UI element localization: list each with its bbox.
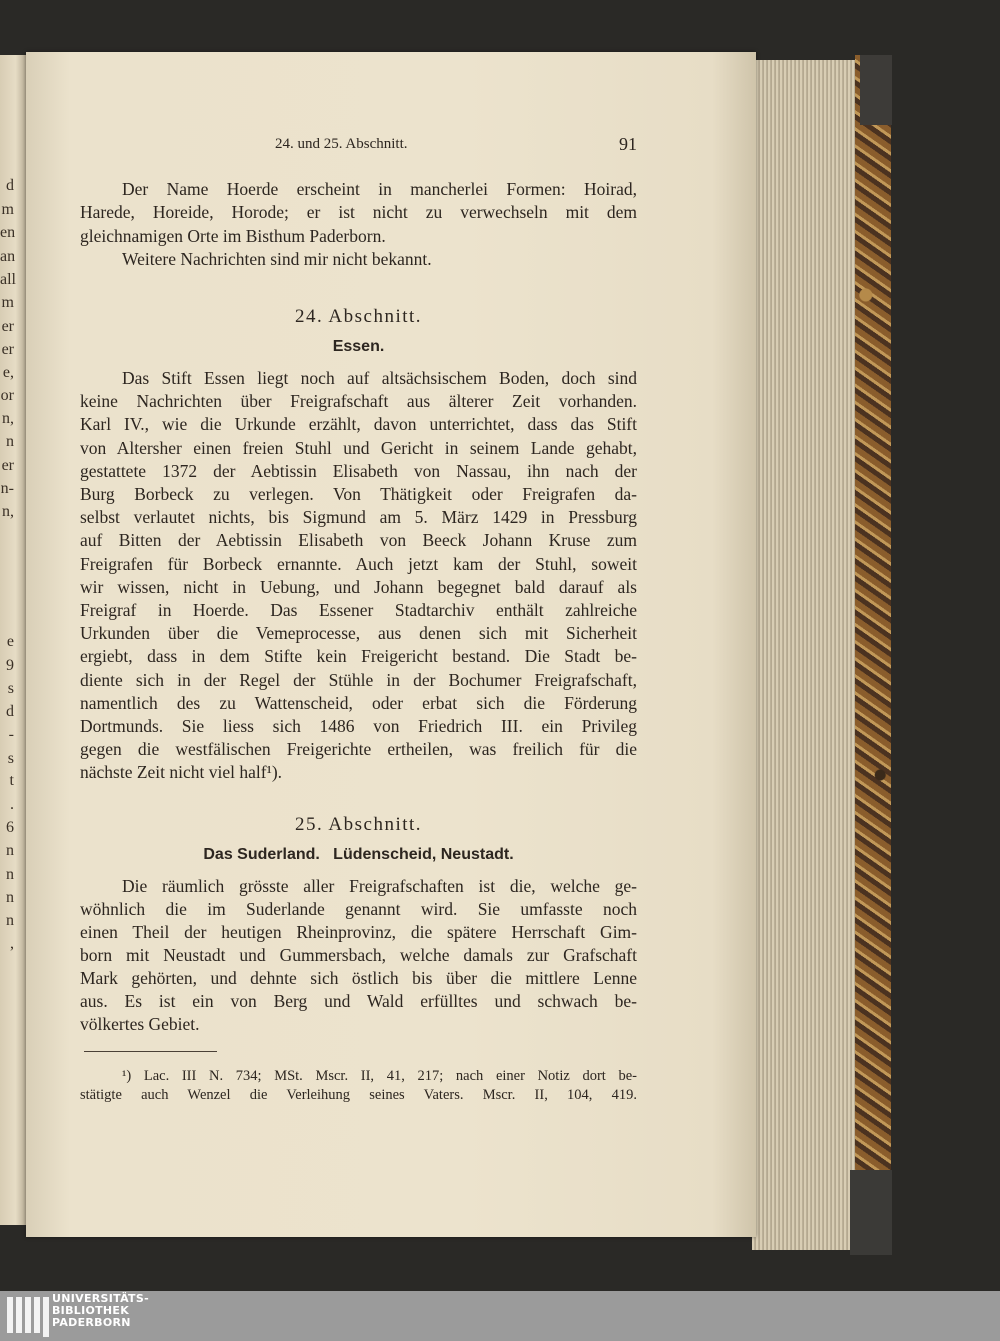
facing-page-fragment: m [1,201,14,218]
text-line: ergiebt, dass in dem Stifte kein Freigericht bestand. Die Stadt be- [80,646,637,667]
text-line: Karl IV., wie die Urkunde erzählt, davon unterrichtet, dass das Stift [80,414,637,435]
library-logo-text [52,1293,149,1329]
facing-page-fragment: er [1,341,14,358]
page-edges [752,60,860,1250]
text-line: Burg Borbeck zu verlegen. Von Thätigkeit oder Freigrafen da- [80,484,637,504]
logo-line: BIBLIOTHEK [52,1304,130,1317]
logo-line: PADERBORN [52,1316,131,1329]
text-line: Mark gehörten, und dehnte sich östlich bis über die mittlere Lenne [80,968,637,988]
facing-page-fragment: an [0,248,16,265]
cover-corner-bottom [850,1170,892,1255]
text-line: Dortmunds. Sie liess sich 1486 von Friedrich III. ein Privileg [80,716,637,736]
marbled-cover [855,55,891,1255]
running-head-title: 24. und 25. Abschnitt. [275,136,408,152]
facing-page-fragment: en [0,224,16,241]
text-line: Das Stift Essen liegt noch auf altsächsischem Boden, doch sind [122,368,637,388]
text-line: aus. Es ist ein von Berg und Wald erfülltes und schwach be- [80,991,637,1011]
facing-page-fragment: s [7,750,14,767]
text-line: Der Name Hoerde erscheint in mancherlei Formen: Hoirad, [122,179,637,199]
footnote-rule [84,1051,217,1052]
section-25-subheading: Das Suderland. Lüdenscheid, Neustadt. [203,846,514,863]
text-line: Die räumlich grösste aller Freigrafschaften ist die, welche ge- [122,876,637,896]
text-line: völkertes Gebiet. [80,1014,200,1034]
footer-bar [0,1291,1000,1341]
facing-page-fragment: t [9,772,14,789]
section-25-heading: 25. Abschnitt. [294,814,423,835]
text-line: Harede, Horeide, Horode; er ist nicht zu verwechseln mit dem [80,202,637,223]
section-24-heading: 24. Abschnitt. [294,306,423,327]
facing-page-fragment: n [6,866,14,883]
facing-page-fragment: all [0,271,16,288]
facing-page-fragment: d [6,703,14,720]
facing-page-fragment: n [6,842,14,859]
text-line: Weitere Nachrichten sind mir nicht bekannt. [122,248,432,269]
text-line: Freigrafen für Borbeck ernannte. Auch jetzt kam der Stuhl, soweit [80,553,637,574]
text-line: Freigraf in Hoerde. Das Essener Stadtarchiv enthält zahlreiche [80,600,637,620]
text-line: auf Bitten der Aebtissin Elisabeth von Beeck Johann Kruse zum [80,530,637,551]
text-line: selbst verlautet nichts, bis Sigmund am 5. März 1429 in Pressburg [80,507,637,528]
text-line: diente sich in der Regel der Stühle in der Bochumer Freigrafschaft, [80,669,637,690]
facing-page-fragment: n [6,889,14,906]
facing-page-fragment: 9 [6,657,14,674]
facing-page-fragment: m [1,294,14,311]
logo-line: UNIVERSITÄTS- [52,1292,149,1305]
text-line: wöhnlich die im Suderlande genannt wird. Sie umfasste noch [80,899,637,919]
section-24-subheading: Essen. [332,338,385,355]
facing-page-fragment: er [1,318,14,335]
text-line: gleichnamigen Orte im Bisthum Paderborn. [80,225,386,246]
cover-corner [860,55,892,125]
facing-page-fragment: n, [2,503,14,520]
facing-page-fragment: 6 [6,819,14,836]
facing-page-fragment: n- [0,480,14,497]
facing-page-fragment: n [6,433,14,450]
facing-page-fragment: e [6,633,14,650]
text-line: keine Nachrichten über Freigrafschaft aus älterer Zeit vorhanden. [80,391,637,412]
facing-page-fragment: s [7,680,14,697]
facing-page-fragment: er [1,457,14,474]
facing-page-fragment: e, [2,364,14,381]
facing-page-fragment: - [8,726,14,743]
page-number: 91 [619,134,637,154]
facing-page-fragment: . [10,796,14,813]
text-line: nächste Zeit nicht viel half¹). [80,762,283,783]
facing-page-fragment: , [10,935,14,952]
text-line: einen Theil der heutigen Rheinprovinz, die spätere Herrschaft Gim- [80,922,637,942]
text-line: stätigte auch Wenzel die Verleihung seines Vaters. Mscr. II, 104, 419. [80,1087,637,1103]
facing-page-fragment: or [0,387,14,404]
text-line: Urkunden über die Vemeprocesse, aus denen sich mit Sicherheit [80,623,637,644]
facing-page-fragment: d [6,177,14,194]
text-line: ¹) Lac. III N. 734; MSt. Mscr. II, 41, 217; nach einer Notiz dort be- [122,1068,637,1084]
facing-page-fragment: n [6,912,14,929]
text-line: born mit Neustadt und Gummersbach, welche damals zur Grafschaft [80,945,637,965]
text-line: gestattete 1372 der Aebtissin Elisabeth von Nassau, ihn nach der [80,460,637,481]
facing-page-fragment: n, [2,410,14,427]
text-line: gegen die westfälischen Freigerichte ertheilen, was freilich für die [80,739,637,760]
text-line: namentlich des zu Wattenscheid, oder erbat sich die Förderung [80,692,637,713]
text-line: wir wissen, nicht in Uebung, und Johann begegnet bald darauf als [80,576,637,597]
text-line: von Altersher einen freien Stuhl und Gericht in seinem Lande gehabt, [80,437,637,458]
